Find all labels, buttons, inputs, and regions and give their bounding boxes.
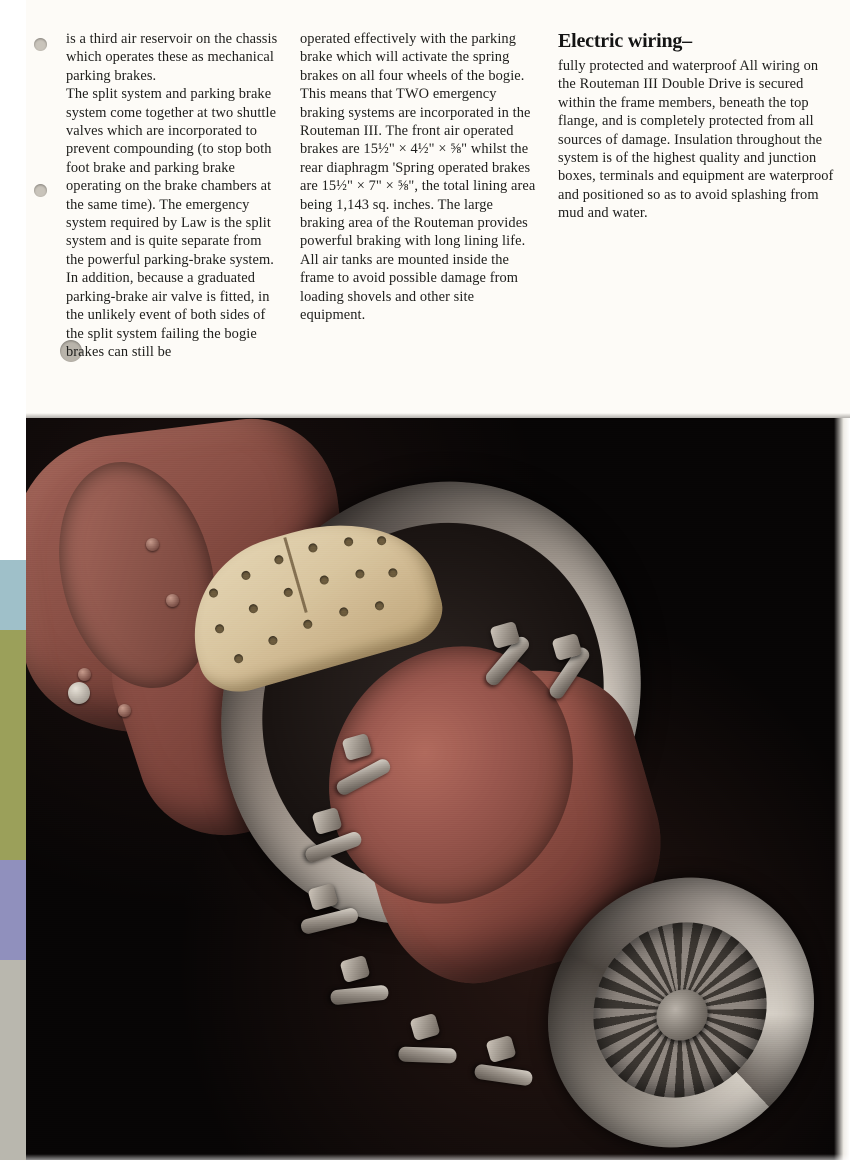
text-block-area: [26, 0, 850, 418]
edge-block-grey: [0, 960, 26, 1160]
column-3: [558, 30, 836, 361]
flange-bolt: [78, 668, 91, 681]
edge-block-violet: [0, 860, 26, 960]
edge-block-olive: [0, 630, 26, 860]
photograph-axle-hub: [26, 418, 850, 1160]
punch-hole-middle: [34, 184, 47, 197]
column-1-paragraph-3: In addition, because a graduated parking-brake air valve is fitted, in the unlikely event of both sides of the split system failing the bogie brakes can still be: [66, 270, 270, 360]
wheel-stud: [398, 1046, 456, 1063]
text-columns: [66, 30, 836, 361]
punch-hole-top: [34, 38, 47, 51]
column-2-paragraph-1: operated effectively with the parking brake which will activate the spring brakes on all four wheels of the bogie. This means that TWO emergency braking systems are incorporated in the Routeman III. The front air operated brakes are 15½" × 4½" × ⅝" whilst the rear diaphragm 'Spring operated brakes are 15½" × 7" × ⅝", the total lining area being 1,143 sq. inches. The large braking area of the Routeman provides powerful braking with long lining life. All air tanks are mounted inside the frame to avoid possible damage from loading shovels and other site equipment.: [300, 31, 536, 324]
section-heading-electric-wiring: Electric wiring–: [558, 30, 692, 52]
flange-bolt: [118, 704, 131, 717]
flange-bolt: [166, 594, 179, 607]
flange-bolt: [146, 538, 159, 551]
flange-bolt: [68, 682, 90, 704]
column-1-paragraph-2: The split system and parking brake system come together at two shuttle valves which are incorporated to prevent compounding (to stop both foot brake and parking brake operating on the brake chambers at the same time). The emergency system required by Law is the split system and is quite separate from the powerful parking-brake system.: [66, 86, 277, 268]
column-1-paragraph-1: is a third air reservoir on the chassis which operates these as mechanical parking brakes.: [66, 31, 278, 84]
column-3-paragraph-1: fully protected and waterproof All wiring on the Routeman III Double Drive is secured within the frame members, beneath the top flange, and is completely protected from all sources of damage. Insulation throughout the system is of the highest quality and junction boxes, terminals and equipment are waterproof and positioned so as to avoid splashing from mud and water.: [558, 58, 834, 222]
column-1: [66, 30, 278, 361]
photo-bottom-page-edge: [26, 1154, 850, 1160]
edge-block-teal: [0, 560, 26, 630]
column-2: [300, 30, 536, 361]
photo-right-page-edge: [834, 418, 850, 1160]
page-edge-strip: [0, 0, 26, 1160]
